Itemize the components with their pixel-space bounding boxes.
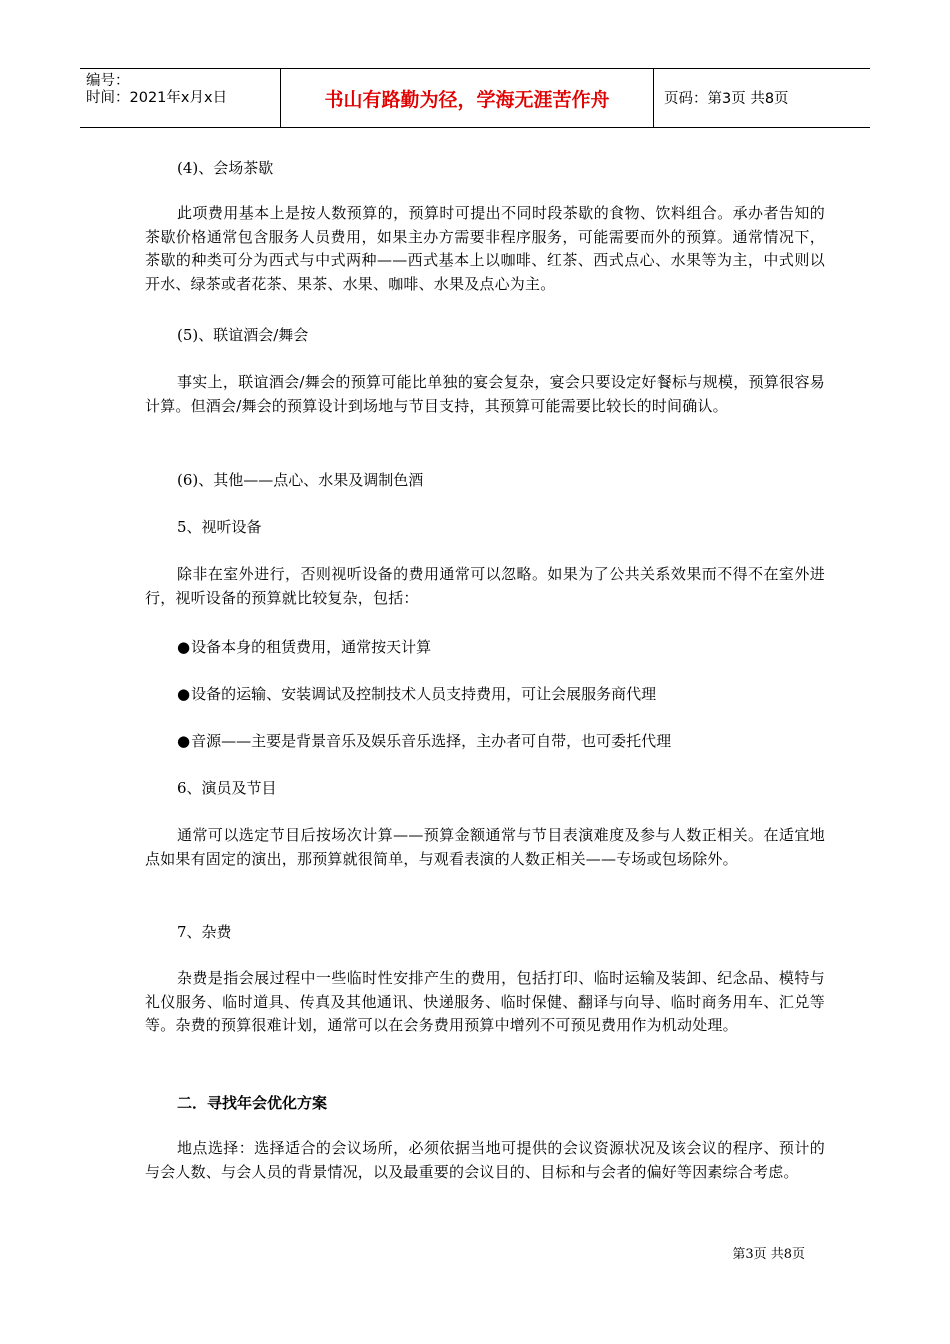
section-heading: 二．寻找年会优化方案 (177, 1094, 328, 1112)
header-page-cell (654, 69, 870, 127)
document-date-label: 时间：2021年x月x日 (86, 90, 228, 106)
header-motto-cell (281, 69, 654, 127)
bullet-text: 设备本身的租赁费用，通常按天计算 (191, 638, 432, 656)
header-info-cell (80, 69, 281, 127)
heading-tea-break: (4)、会场茶歇 (177, 159, 274, 177)
header-motto: 书山有路勤为径，学海无涯苦作舟 (324, 89, 610, 111)
paragraph-party: 事实上，联谊酒会/舞会的预算可能比单独的宴会复杂，宴会只要设定好餐标与规模，预算很容易计算。但酒会/舞会的预算设计到场地与节目支持，其预算可能需要比较长的时间确认。 (145, 373, 825, 415)
heading-av-equipment: 5、视听设备 (177, 518, 262, 536)
footer-page-number: 第3页 共8页 (732, 1247, 805, 1262)
bullet-icon: ● (177, 638, 191, 656)
bullet-item (177, 683, 857, 707)
bullet-icon: ● (177, 685, 191, 703)
paragraph-location: 地点选择：选择适合的会议场所，必须依据当地可提供的会议资源状况及该会议的程序、预计的与会人数、与会人员的背景情况，以及最重要的会议目的、目标和与会者的偏好等因素综合考虑。 (145, 1139, 825, 1181)
bullet-text: 音源——主要是背景音乐及娱乐音乐选择，主办者可自带，也可委托代理 (191, 732, 672, 750)
bullet-icon: ● (177, 732, 191, 750)
heading-misc-fees: 7、杂费 (177, 923, 232, 941)
paragraph-av-equipment: 除非在室外进行，否则视听设备的费用通常可以忽略。如果为了公共关系效果而不得不在室外进行，视听设备的预算就比较复杂，包括： (145, 565, 825, 607)
page-header (80, 68, 870, 128)
heading-other: (6)、其他——点心、水果及调制色酒 (177, 471, 424, 489)
bullet-item (177, 730, 857, 754)
paragraph-misc-fees: 杂费是指会展过程中一些临时性安排产生的费用，包括打印、临时运输及装卸、纪念品、模特与礼仪服务、临时道具、传真及其他通讯、快递服务、临时保健、翻译与向导、临时商务用车、汇兑等等。杂费的预算很难计划，通常可以在会务费用预算中增列不可预见费用作为机动处理。 (145, 969, 825, 1034)
paragraph-tea-break: 此项费用基本上是按人数预算的，预算时可提出不同时段茶歇的食物、饮料组合。承办者告知的茶歇价格通常包含服务人员费用，如果主办方需要非程序服务，可能需要而外的预算。通常情况下，茶歇的种类可分为西式与中式两种——西式基本上以咖啡、红茶、西式点心、水果等为主，中式则以开水、绿茶或者花茶、果茶、水果、咖啡、水果及点心为主。 (145, 204, 825, 293)
heading-performers: 6、演员及节目 (177, 779, 277, 797)
paragraph-performers: 通常可以选定节目后按场次计算——预算金额通常与节目表演难度及参与人数正相关。在适宜地点如果有固定的演出，那预算就很简单，与观看表演的人数正相关——专场或包场除外。 (145, 826, 825, 868)
document-code-label: 编号： (86, 73, 130, 89)
bullet-item (177, 636, 857, 660)
bullet-text: 设备的运输、安装调试及控制技术人员支持费用，可让会展服务商代理 (191, 685, 657, 703)
header-page-number: 页码：第3页 共8页 (664, 91, 789, 107)
heading-party: (5)、联谊酒会/舞会 (177, 326, 309, 344)
